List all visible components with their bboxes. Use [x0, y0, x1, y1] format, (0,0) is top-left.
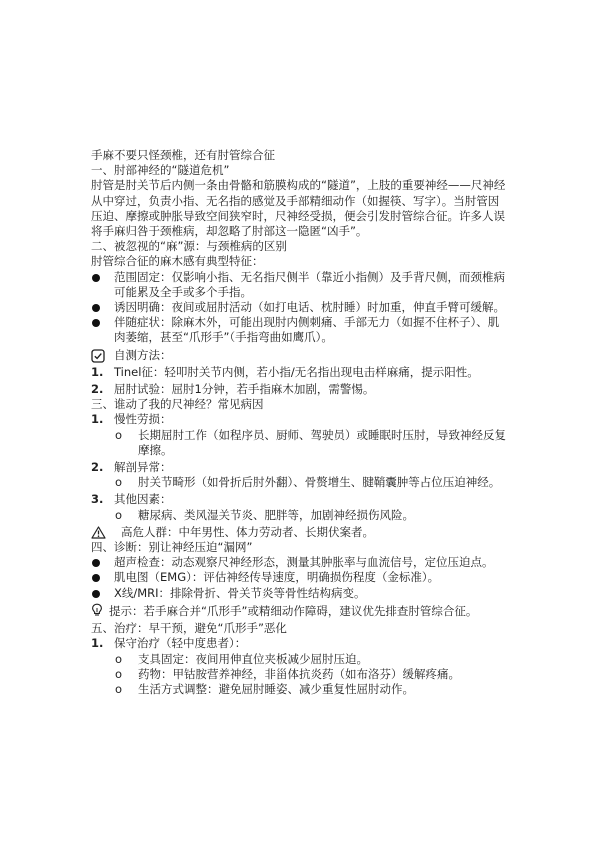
treatment-item: o 药物：甲钴胺营养神经，非甾体抗炎药（如布洛芬）缓解疼痛。	[115, 666, 460, 681]
cause-item: o 长期屈肘工作（如程序员、厨师、驾驶员）或睡眠时压肘，导致神经反复摩擦。	[115, 427, 506, 457]
tip-note: 提示：若手麻合并“爪形手”或精细动作障碍，建议优先排查肘管综合征。	[91, 603, 509, 621]
cause-group: 1. 慢性劳损：	[91, 412, 172, 427]
section-3-heading: 三、谁动了我的尺神经？常见病因	[91, 397, 264, 412]
cause-group: 3. 其他因素：	[91, 492, 172, 507]
doc-title: 手麻不要只怪颈椎，还有肘管综合征	[91, 148, 275, 162]
treatment-item: o 支具固定：夜间用伸直位夹板减少屈肘压迫。	[115, 651, 368, 666]
treatment-item: o 生活方式调整：避免屈肘睡姿、减少重复性屈肘动作。	[115, 681, 414, 696]
bullet-icon	[92, 559, 100, 567]
list-item: 超声检查：动态观察尺神经形态，测量其肿胀率与血流信号，定位压迫点。	[91, 555, 509, 570]
risk-note: 高危人群：中年男性、体力劳动者、长期伏案者。	[91, 525, 509, 540]
list-item: 范围固定：仅影响小指、无名指尺侧半（靠近小指侧）及手背尺侧，而颈椎病可能累及全手或多个手指。	[91, 270, 509, 300]
section-2-intro: 肘管综合征的麻木感有典型特征：	[91, 254, 264, 269]
bullet-icon	[92, 304, 100, 312]
lightbulb-icon	[91, 603, 103, 621]
self-test-label: 自测方法：	[91, 348, 509, 363]
list-item: 肌电图（EMG）：评估神经传导速度，明确损伤程度（金标准）。	[91, 570, 509, 585]
treatment-group: 1. 保守治疗（轻中度患者）：	[91, 636, 247, 651]
list-item: 伴随症状：除麻木外，可能出现肘内侧刺痛、手部无力（如握不住杯子）、肌肉萎缩，甚至“爪形手”（手指弯曲如鹰爪）。	[91, 315, 509, 345]
section-1-heading: 一、肘部神经的“隧道危机”	[91, 163, 230, 178]
bullet-icon	[92, 590, 100, 598]
list-item: 诱因明确：夜间或屈肘活动（如打电话、枕肘睡）时加重，伸直手臂可缓解。	[91, 300, 509, 315]
bullet-icon	[92, 574, 100, 582]
bullet-icon	[92, 274, 100, 282]
cause-item: o 肘关节畸形（如骨折后肘外翻）、骨赘增生、腱鞘囊肿等占位压迫神经。	[115, 475, 501, 490]
section-1-paragraph: 肘管是肘关节后内侧一条由骨骼和筋膜构成的“隧道”，上肢的重要神经——尺神经从中穿过，负责小指、无名指的感觉及手部精细动作（如握筷、写字）。当肘管因压迫、摩擦或肿胀导致空间狭窄时，尺神经受损，便会引发肘管综合征。许多人误将手麻归咎于颈椎病，却忽略了肘部这一隐匿“凶手”。	[91, 178, 506, 239]
test-item: 1. Tinel征：轻叩肘关节内侧，若小指/无名指出现电击样麻痛，提示阳性。	[91, 364, 479, 379]
bullet-icon	[92, 319, 100, 327]
warning-icon	[91, 526, 106, 543]
section-4-heading: 四、诊断：别让神经压迫“漏网”	[91, 540, 253, 555]
test-item: 2. 屈肘试验：屈肘1分钟，若手指麻木加剧，需警惕。	[91, 382, 375, 397]
cause-group: 2. 解剖异常：	[91, 460, 172, 475]
section-2-heading: 二、被忽视的“麻”源：与颈椎病的区别	[91, 239, 287, 254]
section-5-heading: 五、治疗：早干预，避免“爪形手”恶化	[91, 621, 287, 636]
document-body	[91, 148, 509, 697]
list-item: X线/MRI：排除骨折、骨关节炎等骨性结构病变。	[91, 586, 509, 601]
cause-item: o 糖尿病、类风湿关节炎、肥胖等，加剧神经损伤风险。	[115, 507, 414, 522]
